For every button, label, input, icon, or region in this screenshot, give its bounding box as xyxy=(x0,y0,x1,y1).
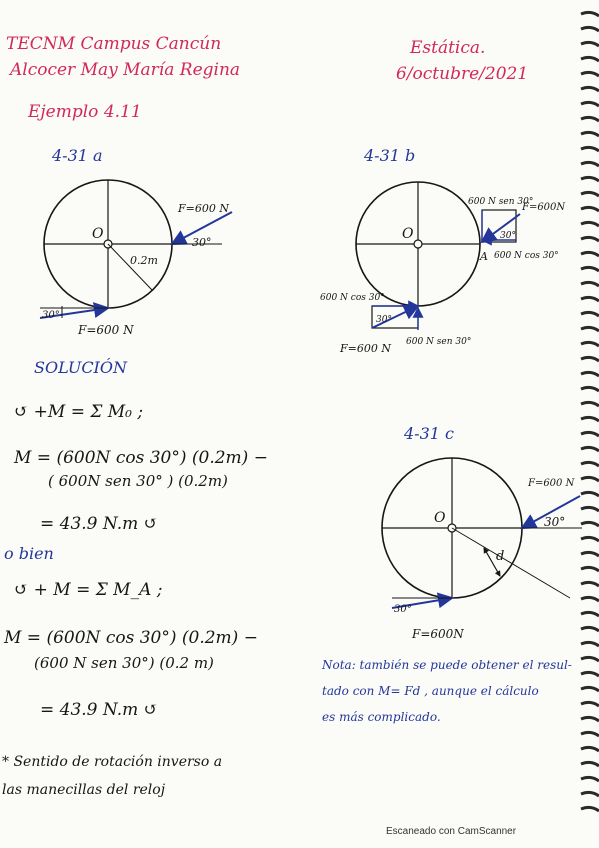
angle-label-a-top: 30° xyxy=(192,236,212,249)
binding-ring xyxy=(581,72,599,76)
binding-ring xyxy=(581,462,599,466)
diagram-c xyxy=(382,458,582,641)
center-label-c: O xyxy=(434,510,446,526)
moment-calc-a-line2: (600 N sen 30°) (0.2 m) xyxy=(34,654,214,672)
force-label-a-bottom: F=600 N xyxy=(78,323,134,337)
cos-label-b-top: 600 N cos 30° xyxy=(494,251,559,261)
sin-label-b-bottom: 600 N sen 30° xyxy=(406,337,472,347)
nota-line3: es más complicado. xyxy=(322,710,441,724)
binding-ring xyxy=(581,582,599,586)
binding-ring xyxy=(581,792,599,796)
binding-ring xyxy=(581,267,599,271)
binding-ring xyxy=(581,627,599,631)
binding-ring xyxy=(581,57,599,61)
binding-ring xyxy=(581,147,599,151)
binding-ring xyxy=(581,492,599,496)
binding-ring xyxy=(581,657,599,661)
moment-calc-o-line2: ( 600N sen 30° ) (0.2m) xyxy=(48,472,228,490)
moment-result-o: = 43.9 N.m ↺ xyxy=(40,514,158,534)
binding-ring xyxy=(581,447,599,451)
nota-line1: Nota: también se puede obtener el resul- xyxy=(322,658,572,672)
distance-label-c: d xyxy=(496,549,505,564)
binding-ring xyxy=(581,42,599,46)
subject-title: Estática. xyxy=(410,38,486,58)
binding-ring xyxy=(581,117,599,121)
solution-title: SOLUCIÓN xyxy=(34,358,127,377)
angle-label-b-top: 30° xyxy=(500,231,516,241)
radius-label-a: 0.2m xyxy=(130,254,158,267)
date: 6/octubre/2021 xyxy=(396,64,529,84)
binding-ring xyxy=(581,357,599,361)
moment-equation-o: ↺ +M = Σ M₀ ; xyxy=(14,402,144,422)
center-label-a: O xyxy=(92,226,104,242)
rotation-note-line1: * Sentido de rotación inverso a xyxy=(2,754,223,770)
binding-ring xyxy=(581,102,599,106)
binding-ring xyxy=(581,747,599,751)
problem-label-b: 4-31 b xyxy=(364,146,416,165)
force-label-b-bottom: F=600 N xyxy=(340,342,391,355)
angle-label-c-top: 30° xyxy=(544,515,566,529)
moment-equation-a: ↺ + M = Σ M_A ; xyxy=(14,580,163,600)
binding-ring xyxy=(581,567,599,571)
scanner-watermark: Escaneado con CamScanner xyxy=(386,826,517,837)
binding-ring xyxy=(581,642,599,646)
binding-ring xyxy=(581,717,599,721)
binding-ring xyxy=(581,252,599,256)
binding-ring xyxy=(581,222,599,226)
angle-label-c-bottom: 30° xyxy=(394,604,412,615)
diagram-a xyxy=(40,180,232,337)
binding-ring xyxy=(581,432,599,436)
force-label-c-bottom: F=600N xyxy=(412,627,464,641)
angle-label-a-bottom: 30° xyxy=(42,310,60,321)
binding-ring xyxy=(581,612,599,616)
force-label-c-top: F=600 N xyxy=(528,478,575,489)
force-label-a-top: F=600 N xyxy=(178,202,229,215)
binding-ring xyxy=(581,507,599,511)
binding-ring xyxy=(581,537,599,541)
example-title: Ejemplo 4.11 xyxy=(28,102,142,122)
binding-ring xyxy=(581,132,599,136)
pivot-b xyxy=(414,240,422,248)
binding-ring xyxy=(581,297,599,301)
sin-label-b-top: 600 N sen 30° xyxy=(468,197,534,207)
binding-ring xyxy=(581,387,599,391)
binding-ring xyxy=(581,372,599,376)
problem-label-c: 4-31 c xyxy=(404,424,454,443)
binding-ring xyxy=(581,192,599,196)
binding-ring xyxy=(581,777,599,781)
diagram-b xyxy=(320,182,566,355)
binding-ring xyxy=(581,327,599,331)
moment-calc-o-line1: M = (600N cos 30°) (0.2m) − xyxy=(14,448,268,468)
binding-ring xyxy=(581,597,599,601)
binding-ring xyxy=(581,687,599,691)
student-name: Alcocer May María Regina xyxy=(10,60,241,80)
nota-line2: tado con M= Fd , aunque el cálculo xyxy=(322,684,539,698)
moment-calc-a-line1: M = (600N cos 30°) (0.2m) − xyxy=(4,628,258,648)
binding-ring xyxy=(581,162,599,166)
problem-label-a: 4-31 a xyxy=(52,146,103,165)
binding-ring xyxy=(581,12,599,16)
binding-ring xyxy=(581,342,599,346)
binding-ring xyxy=(581,477,599,481)
binding-ring xyxy=(581,282,599,286)
rotation-note-line2: las manecillas del reloj xyxy=(2,782,166,798)
force-label-b-top: F=600N xyxy=(522,202,566,213)
spiral-binding xyxy=(575,0,599,848)
binding-ring xyxy=(581,552,599,556)
binding-ring xyxy=(581,732,599,736)
binding-ring xyxy=(581,177,599,181)
binding-ring xyxy=(581,402,599,406)
binding-ring xyxy=(581,417,599,421)
binding-ring xyxy=(581,702,599,706)
school-name: TECNM Campus Cancún xyxy=(6,34,222,54)
binding-ring xyxy=(581,237,599,241)
cos-label-b-bottom: 600 N cos 30° xyxy=(320,293,385,303)
point-label-b: A xyxy=(480,250,488,263)
binding-ring xyxy=(581,87,599,91)
center-label-b: O xyxy=(402,226,414,242)
binding-ring xyxy=(581,762,599,766)
binding-ring xyxy=(581,807,599,811)
binding-ring xyxy=(581,672,599,676)
or-label: o bien xyxy=(4,544,54,563)
binding-ring xyxy=(581,522,599,526)
binding-ring xyxy=(581,27,599,31)
angle-label-b-bottom: 30° xyxy=(376,315,392,325)
moment-result-a: = 43.9 N.m ↺ xyxy=(40,700,158,720)
binding-ring xyxy=(581,312,599,316)
binding-ring xyxy=(581,207,599,211)
